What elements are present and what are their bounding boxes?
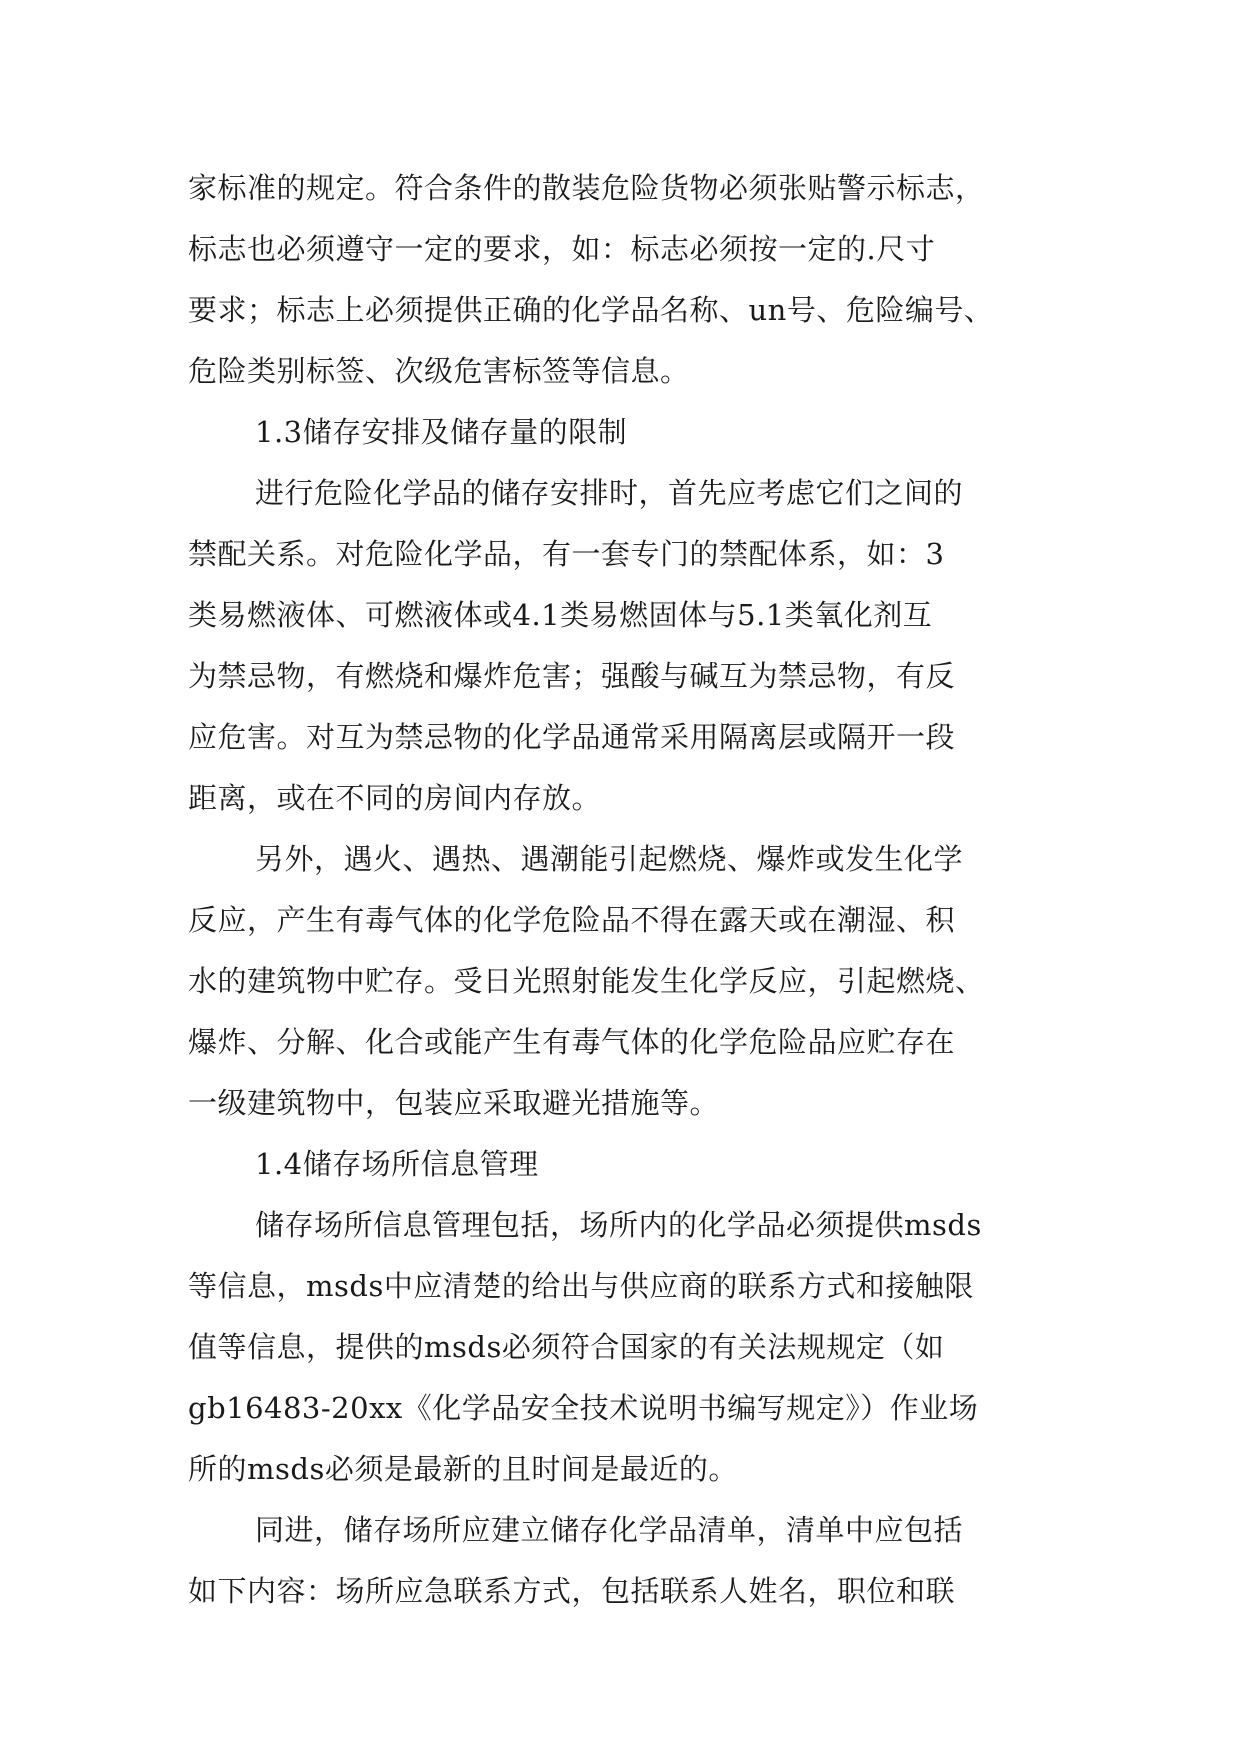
section-heading: 1.3储存安排及储存量的限制 [255, 415, 628, 449]
paragraph-line: 同进，储存场所应建立储存化学品清单，清单中应包括 [255, 1513, 964, 1547]
paragraph-line: 类易燃液体、可燃液体或4.1类易燃固体与5.1类氧化剂互 [188, 598, 933, 632]
paragraph-line: 为禁忌物，有燃烧和爆炸危害；强酸与碱互为禁忌物，有反 [188, 659, 956, 693]
paragraph-line: 所的msds必须是最新的且时间是最近的。 [188, 1452, 738, 1486]
paragraph-line: 一级建筑物中，包装应采取避光措施等。 [188, 1086, 720, 1120]
paragraph-line: 危险类别标签、次级危害标签等信息。 [188, 354, 690, 388]
paragraph-line: 应危害。对互为禁忌物的化学品通常采用隔离层或隔开一段 [188, 720, 956, 754]
paragraph-line: 另外，遇火、遇热、遇潮能引起燃烧、爆炸或发生化学 [255, 842, 964, 876]
paragraph-line: gb16483-20xx《化学品安全技术说明书编写规定》）作业场 [188, 1391, 979, 1425]
paragraph-line: 值等信息，提供的msds必须符合国家的有关法规规定（如 [188, 1330, 945, 1364]
paragraph-line: 水的建筑物中贮存。受日光照射能发生化学反应，引起燃烧、 [188, 964, 985, 998]
paragraph-line: 反应，产生有毒气体的化学危险品不得在露天或在潮湿、积 [188, 903, 956, 937]
paragraph-line: 储存场所信息管理包括，场所内的化学品必须提供msds [255, 1208, 982, 1242]
paragraph-line: 爆炸、分解、化合或能产生有毒气体的化学危险品应贮存在 [188, 1025, 956, 1059]
paragraph-line: 进行危险化学品的储存安排时，首先应考虑它们之间的 [255, 476, 964, 510]
section-heading: 1.4储存场所信息管理 [255, 1147, 539, 1181]
document-body [188, 158, 1068, 1622]
paragraph-line: 家标准的规定。符合条件的散装危险货物必须张贴警示标志， [188, 171, 985, 205]
paragraph-line: 要求；标志上必须提供正确的化学品名称、un号、危险编号、 [188, 293, 994, 327]
paragraph-line: 等信息，msds中应清楚的给出与供应商的联系方式和接触限 [188, 1269, 974, 1303]
paragraph-line: 标志也必须遵守一定的要求，如：标志必须按一定的.尺寸 [188, 232, 936, 266]
paragraph-line: 禁配关系。对危险化学品，有一套专门的禁配体系，如：3 [188, 537, 945, 571]
paragraph-line: 如下内容：场所应急联系方式，包括联系人姓名，职位和联 [188, 1574, 956, 1608]
paragraph-line: 距离，或在不同的房间内存放。 [188, 781, 602, 815]
